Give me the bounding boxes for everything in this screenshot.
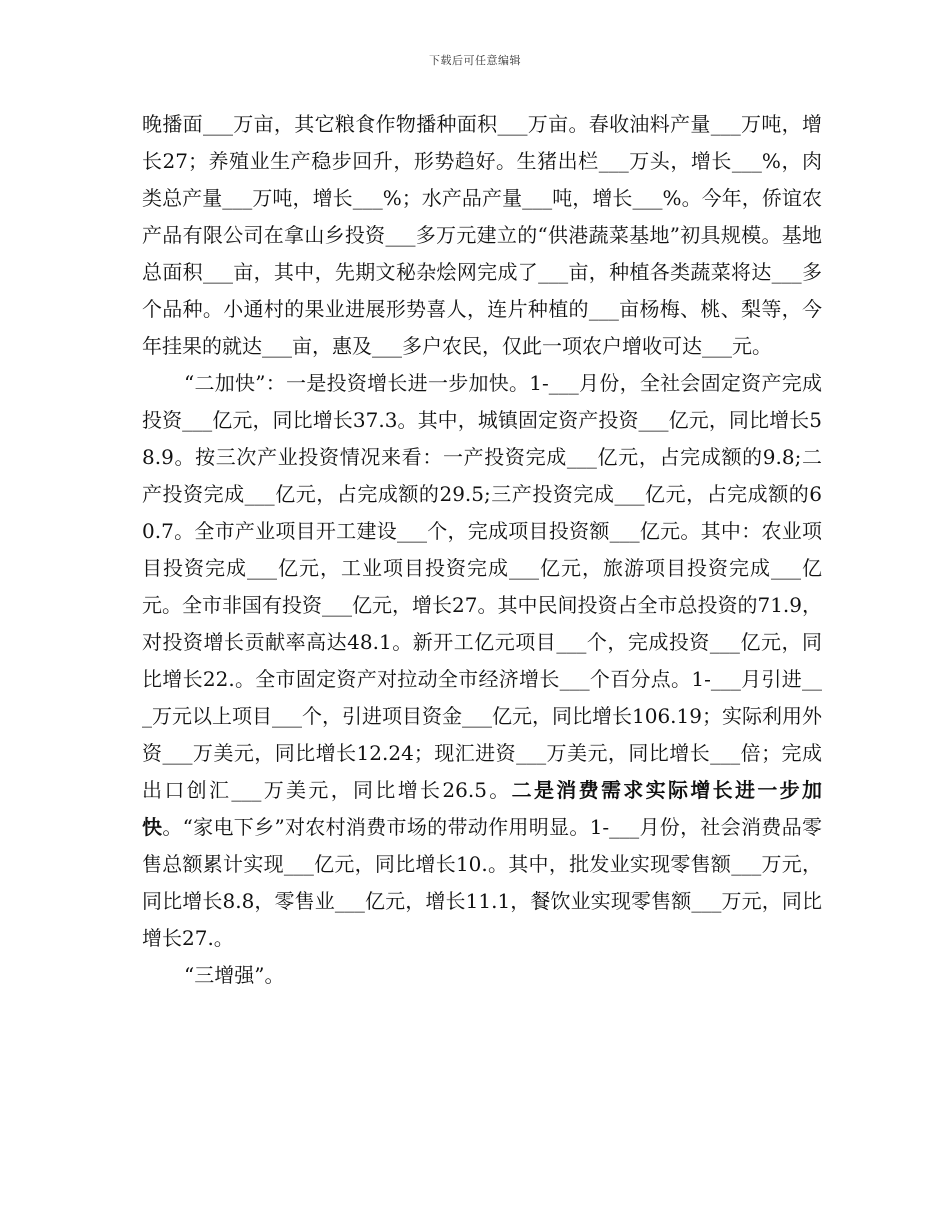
paragraph-consumption-heading: 二是消费需求实际增长进一步加快: [142, 778, 823, 839]
paragraph-two-accelerations: [142, 365, 822, 957]
paragraph-three-strengthenings: “三增强”。: [184, 963, 285, 987]
paragraph-investment-text: “二加快”：一是投资增长进一步加快。1-___月份，全社会固定资产完成投资___亿元，同比增长37.3。其中，城镇固定资产投资___亿元，同比增长58.9。按三次产业投资情况来看：一产投资完成___亿元，占完成额的9.8;二产投资完成___亿元，占完成额的29.5;三产投资完成___亿元，占完成额的60.7。全市产业项目开工建设___个，完成项目投资额___亿元。其中：农业项目投资完成___亿元，工业项目投资完成___亿元，旅游项目投资完成___亿元。全市非国有投资___亿元，增长27。其中民间投资占全市总投资的71.9，对投资增长贡献率高达48.1。新开工亿元项目___个，完成投资___亿元，同比增长22.。全市固定资产对拉动全市经济增长___个百分点。1-___月引进___万元以上项目___个，引进项目资金___亿元，同比增长106.19；实际利用外资___万美元，同比增长12.24；现汇进资___万美元，同比增长___倍；完成出口创汇___万美元，同比增长26.5。: [142, 371, 822, 802]
paragraph-consumption-text: 。“家电下乡”对农村消费市场的带动作用明显。1-___月份，社会消费品零售总额累计实现___亿元，同比增长10.。其中，批发业实现零售额___万元，同比增长8.8，零售业___亿元，增长11.1，餐饮业实现零售额___万元，同比增长27.。: [142, 815, 823, 950]
document-body: [142, 106, 822, 994]
page-header: 下载后可任意编辑: [429, 54, 521, 67]
paragraph-agriculture: 晚播面___万亩，其它粮食作物播种面积___万亩。春收油料产量___万吨，增长27；养殖业生产稳步回升，形势趋好。生猪出栏___万头，增长___%，肉类总产量___万吨，增长___%；水产品产量___吨，增长___%。今年，侨谊农产品有限公司在拿山乡投资___多万元建立的“供港蔬菜基地”初具规模。基地总面积___亩，其中，先期文秘杂烩网完成了___亩，种植各类蔬菜将达___多个品种。小通村的果业进展形势喜人，连片种植的___亩杨梅、桃、梨等，今年挂果的就达___亩，惠及___多户农民，仅此一项农户增收可达___元。: [142, 112, 822, 358]
